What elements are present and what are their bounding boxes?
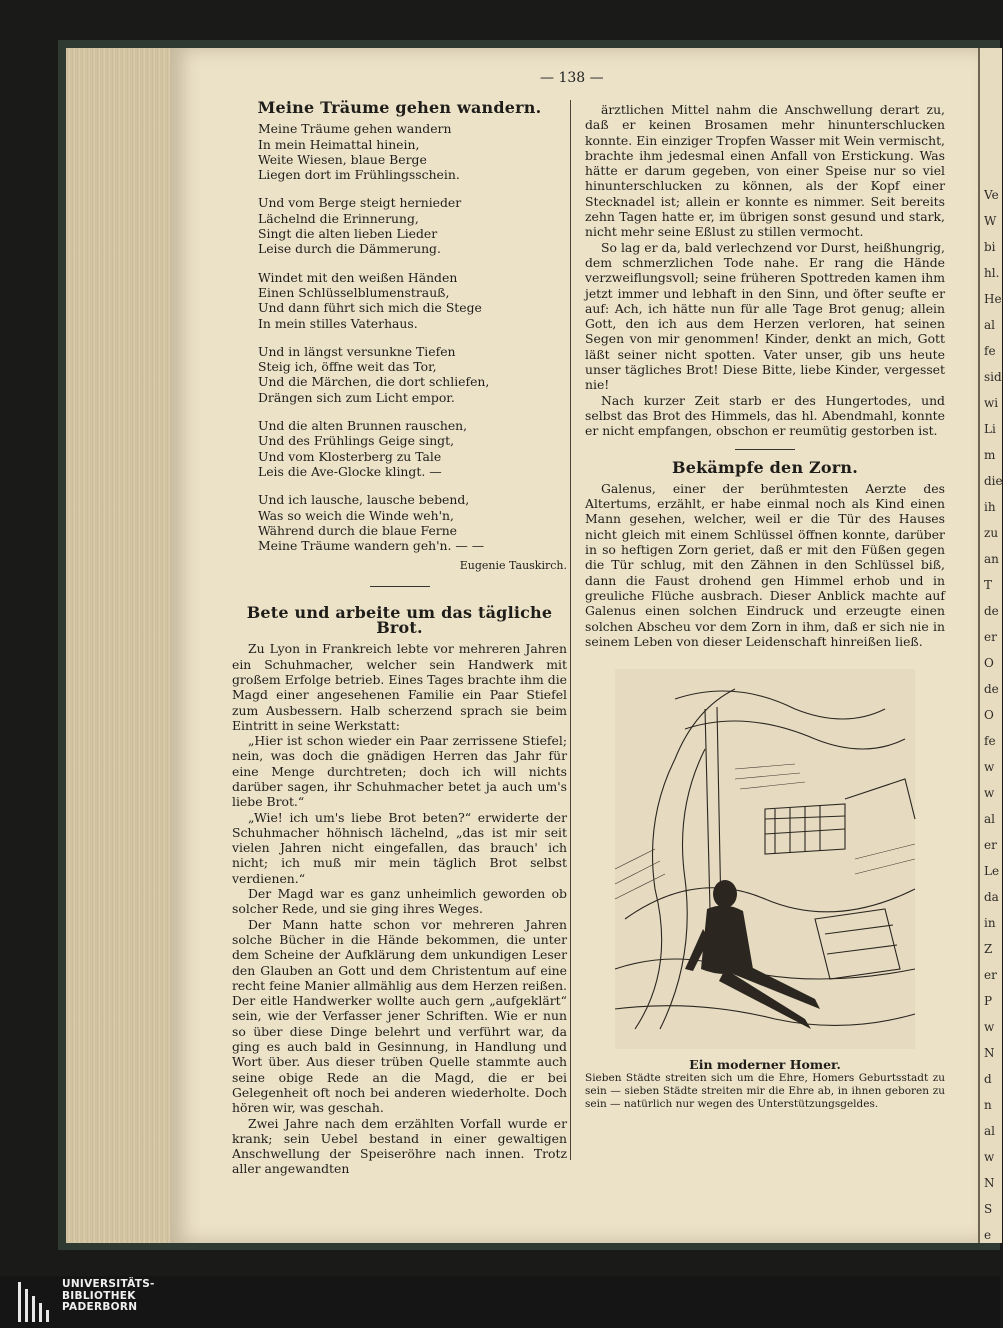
poem-stanza	[258, 195, 567, 256]
adjacent-page	[978, 48, 1002, 1243]
poem-line: Einen Schlüsselblumenstrauß,	[258, 284, 450, 300]
adjacent-text-fragment: al	[984, 812, 995, 826]
poem-line: Liegen dort im Frühlingsschein.	[258, 167, 460, 183]
poem-stanza	[258, 418, 567, 479]
poem-line: Lächelnd die Erinnerung,	[258, 210, 419, 226]
adjacent-text-fragment: T	[984, 578, 993, 592]
adjacent-text-fragment: ih	[984, 500, 996, 514]
logo-line-3: PADERBORN	[62, 1301, 138, 1313]
adjacent-text-fragment: Ve	[984, 188, 999, 202]
poem-line: Und des Frühlings Geige singt,	[258, 433, 455, 449]
paragraph: Der Magd war es ganz unheimlich geworden ob solcher Rede, und sie ging ihres Weges.	[232, 886, 567, 917]
library-logo-text	[62, 1279, 155, 1314]
story-title: Bete und arbeite um das tägliche Brot.	[246, 602, 553, 638]
adjacent-text-fragment: er	[984, 838, 997, 852]
poem-line: Leise durch die Dämmerung.	[258, 241, 441, 257]
poem-line: Weite Wiesen, blaue Berge	[258, 151, 427, 167]
adjacent-text-fragment: fe	[984, 734, 996, 748]
story-body	[232, 641, 567, 1176]
poem-stanza	[258, 344, 567, 405]
adjacent-text-fragment: er	[984, 630, 997, 644]
poem-line: In mein stilles Vaterhaus.	[258, 315, 418, 331]
poem-stanza	[258, 121, 567, 182]
poem	[258, 121, 567, 553]
poem-line: Singt die alten lieben Lieder	[258, 226, 438, 242]
poem-line: Und dann führt sich mich die Stege	[258, 300, 482, 316]
adjacent-text-fragment: al	[984, 1124, 995, 1138]
illustration-caption-title: Ein moderner Homer.	[689, 1057, 841, 1073]
adjacent-text-fragment: bi	[984, 240, 996, 254]
page-number: — 138 —	[540, 70, 604, 86]
poem-line: Meine Träume wandern geh'n. — —	[258, 538, 485, 554]
adjacent-text-fragment: Li	[984, 422, 996, 436]
poem-author: Eugenie Tauskirch.	[459, 559, 567, 573]
paragraph: „Hier ist schon wieder ein Paar zerrissene Stiefel; nein, was doch die gnädigen Herren das Jahr für eine Menge durchtreten; doch ich will nichts darüber sagen, ihr Schuhmacher betet ja auch um's liebe Brot.“	[232, 733, 567, 810]
adjacent-text-fragment: m	[984, 448, 996, 462]
adjacent-text-fragment: sid	[984, 370, 1002, 384]
adjacent-text-fragment: de	[984, 604, 999, 618]
adjacent-text-fragment: N	[984, 1046, 995, 1060]
adjacent-text-fragment: Z	[984, 942, 993, 956]
poem-line: Was so weich die Winde weh'n,	[258, 507, 454, 523]
poem-line: Drängen sich zum Licht empor.	[258, 389, 455, 405]
poem-line: Steig ich, öffne weit das Tor,	[258, 359, 437, 375]
adjacent-text-fragment: O	[984, 708, 994, 722]
paragraph: So lag er da, bald verlechzend vor Durst, heißhungrig, dem schmerzlichen Tode nahe. Er rang die Hände verzweiflungsvoll; seine früheren Spottreden kamen ihm jetzt immer und lebhaft in den Sinn, und öfter seufte er auf: Ach, ich hätte nun für alle Tage Brot genug; allein Gott, den ich aus dem Herzen verloren, hat seinen Segen von mir genommen! Kinder, denkt an mich, Gott läßt seiner nicht spotten. Vater unser, gib uns heute unser tägliches Brot! Diese Bitte, liebe Kinder, vergesset nie!	[585, 239, 945, 393]
page-edges	[66, 48, 186, 1243]
poem-stanza	[258, 492, 567, 553]
adjacent-text-fragment: hl.	[984, 266, 1000, 280]
paragraph: Zu Lyon in Frankreich lebte vor mehreren Jahren ein Schuhmacher, welcher sein Handwerk mit großem Erfolge betrieb. Eines Tages brachte ihm die Magd einer angesehenen Familie ein Paar Stiefel zum Ausbessern. Halb scherzend sprach sie beim Eintritt in seine Werkstatt:	[232, 641, 567, 733]
adjacent-text-fragment: S	[984, 1202, 993, 1216]
logo-line-1: UNIVERSITÄTS-	[62, 1278, 155, 1290]
right-column	[585, 102, 945, 1111]
adjacent-text-fragment: w	[984, 1150, 995, 1164]
adjacent-text-fragment: P	[984, 994, 993, 1008]
illustration-homer	[615, 669, 915, 1049]
adjacent-text-fragment: zu	[984, 526, 999, 540]
adjacent-text-fragment: in	[984, 916, 996, 930]
adjacent-text-fragment: Le	[984, 864, 1000, 878]
adjacent-text-fragment: d	[984, 1072, 992, 1086]
adjacent-text-fragment: O	[984, 656, 994, 670]
adjacent-text-fragment: n	[984, 1098, 992, 1112]
adjacent-text-fragment: an	[984, 552, 999, 566]
library-logo-icon	[18, 1282, 54, 1322]
paragraph: Der Mann hatte schon vor mehreren Jahren solche Bücher in die Hände bekommen, die unter dem Scheine der Aufklärung dem unkundigen Leser den Glauben an Gott und dem Christentum auf eine recht feine Manier allmählig aus dem Herzen reißen. Der eitle Handwerker wollte auch gern „aufgeklärt“ sein, wie der Verfasser jener Schriften. Wie er nun so über diese Dinge belehrt und verführt war, da ging es auch bald in Gesinnung, in Handlung und Wort über. Aus dieser trüben Quelle stammte auch seine obige Rede an die Magd, die er bei Gelegenheit oft noch bei anderen wiederholte. Doch hören wir, was geschah.	[232, 916, 567, 1116]
adjacent-text-fragment: er	[984, 968, 997, 982]
adjacent-text-fragment: de	[984, 682, 999, 696]
section-rule	[370, 586, 430, 587]
adjacent-text-fragment: e	[984, 1228, 992, 1242]
adjacent-text-fragment: N	[984, 1176, 995, 1190]
paragraph: Nach kurzer Zeit starb er des Hungertodes, und selbst das Brot des Himmels, das hl. Abendmahl, konnte er nicht empfangen, obschon er reumütig gestorben ist.	[585, 392, 945, 439]
adjacent-text-fragment: W	[984, 214, 997, 228]
poem-line: In mein Heimattal hinein,	[258, 136, 420, 152]
adjacent-text-fragment: wi	[984, 396, 999, 410]
poem-title: Meine Träume gehen wandern.	[257, 98, 542, 117]
column-divider	[570, 100, 571, 1160]
illustration-caption: Sieben Städte streiten sich um die Ehre, Homers Geburtsstadt zu sein — sieben Städte streiten mir die Ehre ab, in ihnen geboren zu sein — natürlich nur wegen des Unterstützungsgeldes.	[585, 1072, 945, 1111]
poem-line: Und vom Klosterberg zu Tale	[258, 448, 442, 464]
poem-line: Und in längst versunkne Tiefen	[258, 343, 456, 359]
section-rule	[735, 449, 795, 450]
engraving-image	[615, 669, 915, 1049]
poem-line: Meine Träume gehen wandern	[258, 121, 452, 137]
adjacent-text-fragment: al	[984, 318, 995, 332]
section-title: Bekämpfe den Zorn.	[671, 457, 859, 477]
poem-line: Und ich lausche, lausche bebend,	[258, 492, 470, 508]
poem-stanza	[258, 270, 567, 331]
poem-line: Leis die Ave-Glocke klingt. —	[258, 463, 442, 479]
poem-line: Und vom Berge steigt hernieder	[258, 195, 462, 211]
poem-line: Und die Märchen, die dort schliefen,	[258, 374, 490, 390]
logo-line-2: BIBLIOTHEK	[62, 1289, 136, 1302]
adjacent-text-fragment: w	[984, 1020, 995, 1034]
adjacent-text-fragment: w	[984, 786, 995, 800]
adjacent-text-fragment: die	[984, 474, 1003, 488]
left-column	[232, 100, 567, 1177]
adjacent-text-fragment: fe	[984, 344, 996, 358]
adjacent-text-fragment: da	[984, 890, 999, 904]
poem-line: Windet mit den weißen Händen	[258, 269, 458, 285]
adjacent-text-fragment: He	[984, 292, 1002, 306]
paragraph: „Wie! ich um's liebe Brot beten?“ erwiderte der Schuhmacher höhnisch lächelnd, „das ist mir seit vielen Jahren nicht eingefallen, das brauch' ich nicht; ich muß mir mein täglich Brot selbst verdienen.“	[232, 809, 567, 886]
poem-line: Und die alten Brunnen rauschen,	[258, 418, 468, 434]
paragraph: Zwei Jahre nach dem erzählten Vorfall wurde er krank; sein Uebel bestand in einer gewaltigen Anschwellung der Speiseröhre nach innen. Trotz aller angewandten	[232, 1115, 567, 1177]
continuation-body	[585, 102, 945, 439]
paragraph: ärztlichen Mittel nahm die Anschwellung derart zu, daß er keinen Brosamen mehr hinunterschlucken konnte. Ein einziger Tropfen Wasser mit Wein vermischt, brachte ihm jedesmal einen Anfall von Erstickung. Was hätte er darum gegeben, von einer Speise nur so viel hinunterschlucken zu können, als der Kopf einer Stecknadel ist; allein er konnte es nimmer. Seit bereits zehn Tagen hatte er, im übrigen sonst gesund und stark, nicht mehr seine Eßlust zu stillen vermocht.	[585, 102, 945, 240]
section-paragraph: Galenus, einer der berühmtesten Aerzte des Altertums, erzählt, er habe einmal noch als Kind einen Mann gesehen, welcher, weil er die Tür des Hauses nicht gleich mit einem Schlüssel öffnen konnte, darüber in so heftigen Zorn geriet, daß er mit den Füßen gegen die Tür schlug, mit den Zähnen in den Schlüssel biß, dann die Faust drohend gen Himmel erhob und in greuliche Flüche ausbrach. Dieser Anblick machte auf Galenus einen solchen Eindruck und erzeugte einen solchen Abscheu vor dem Zorn in ihm, daß er sich nie in seinem Leben von dieser Leidenschaft hinreißen ließ.	[585, 480, 945, 649]
poem-line: Während durch die blaue Ferne	[258, 522, 458, 538]
adjacent-text-fragment: w	[984, 760, 995, 774]
